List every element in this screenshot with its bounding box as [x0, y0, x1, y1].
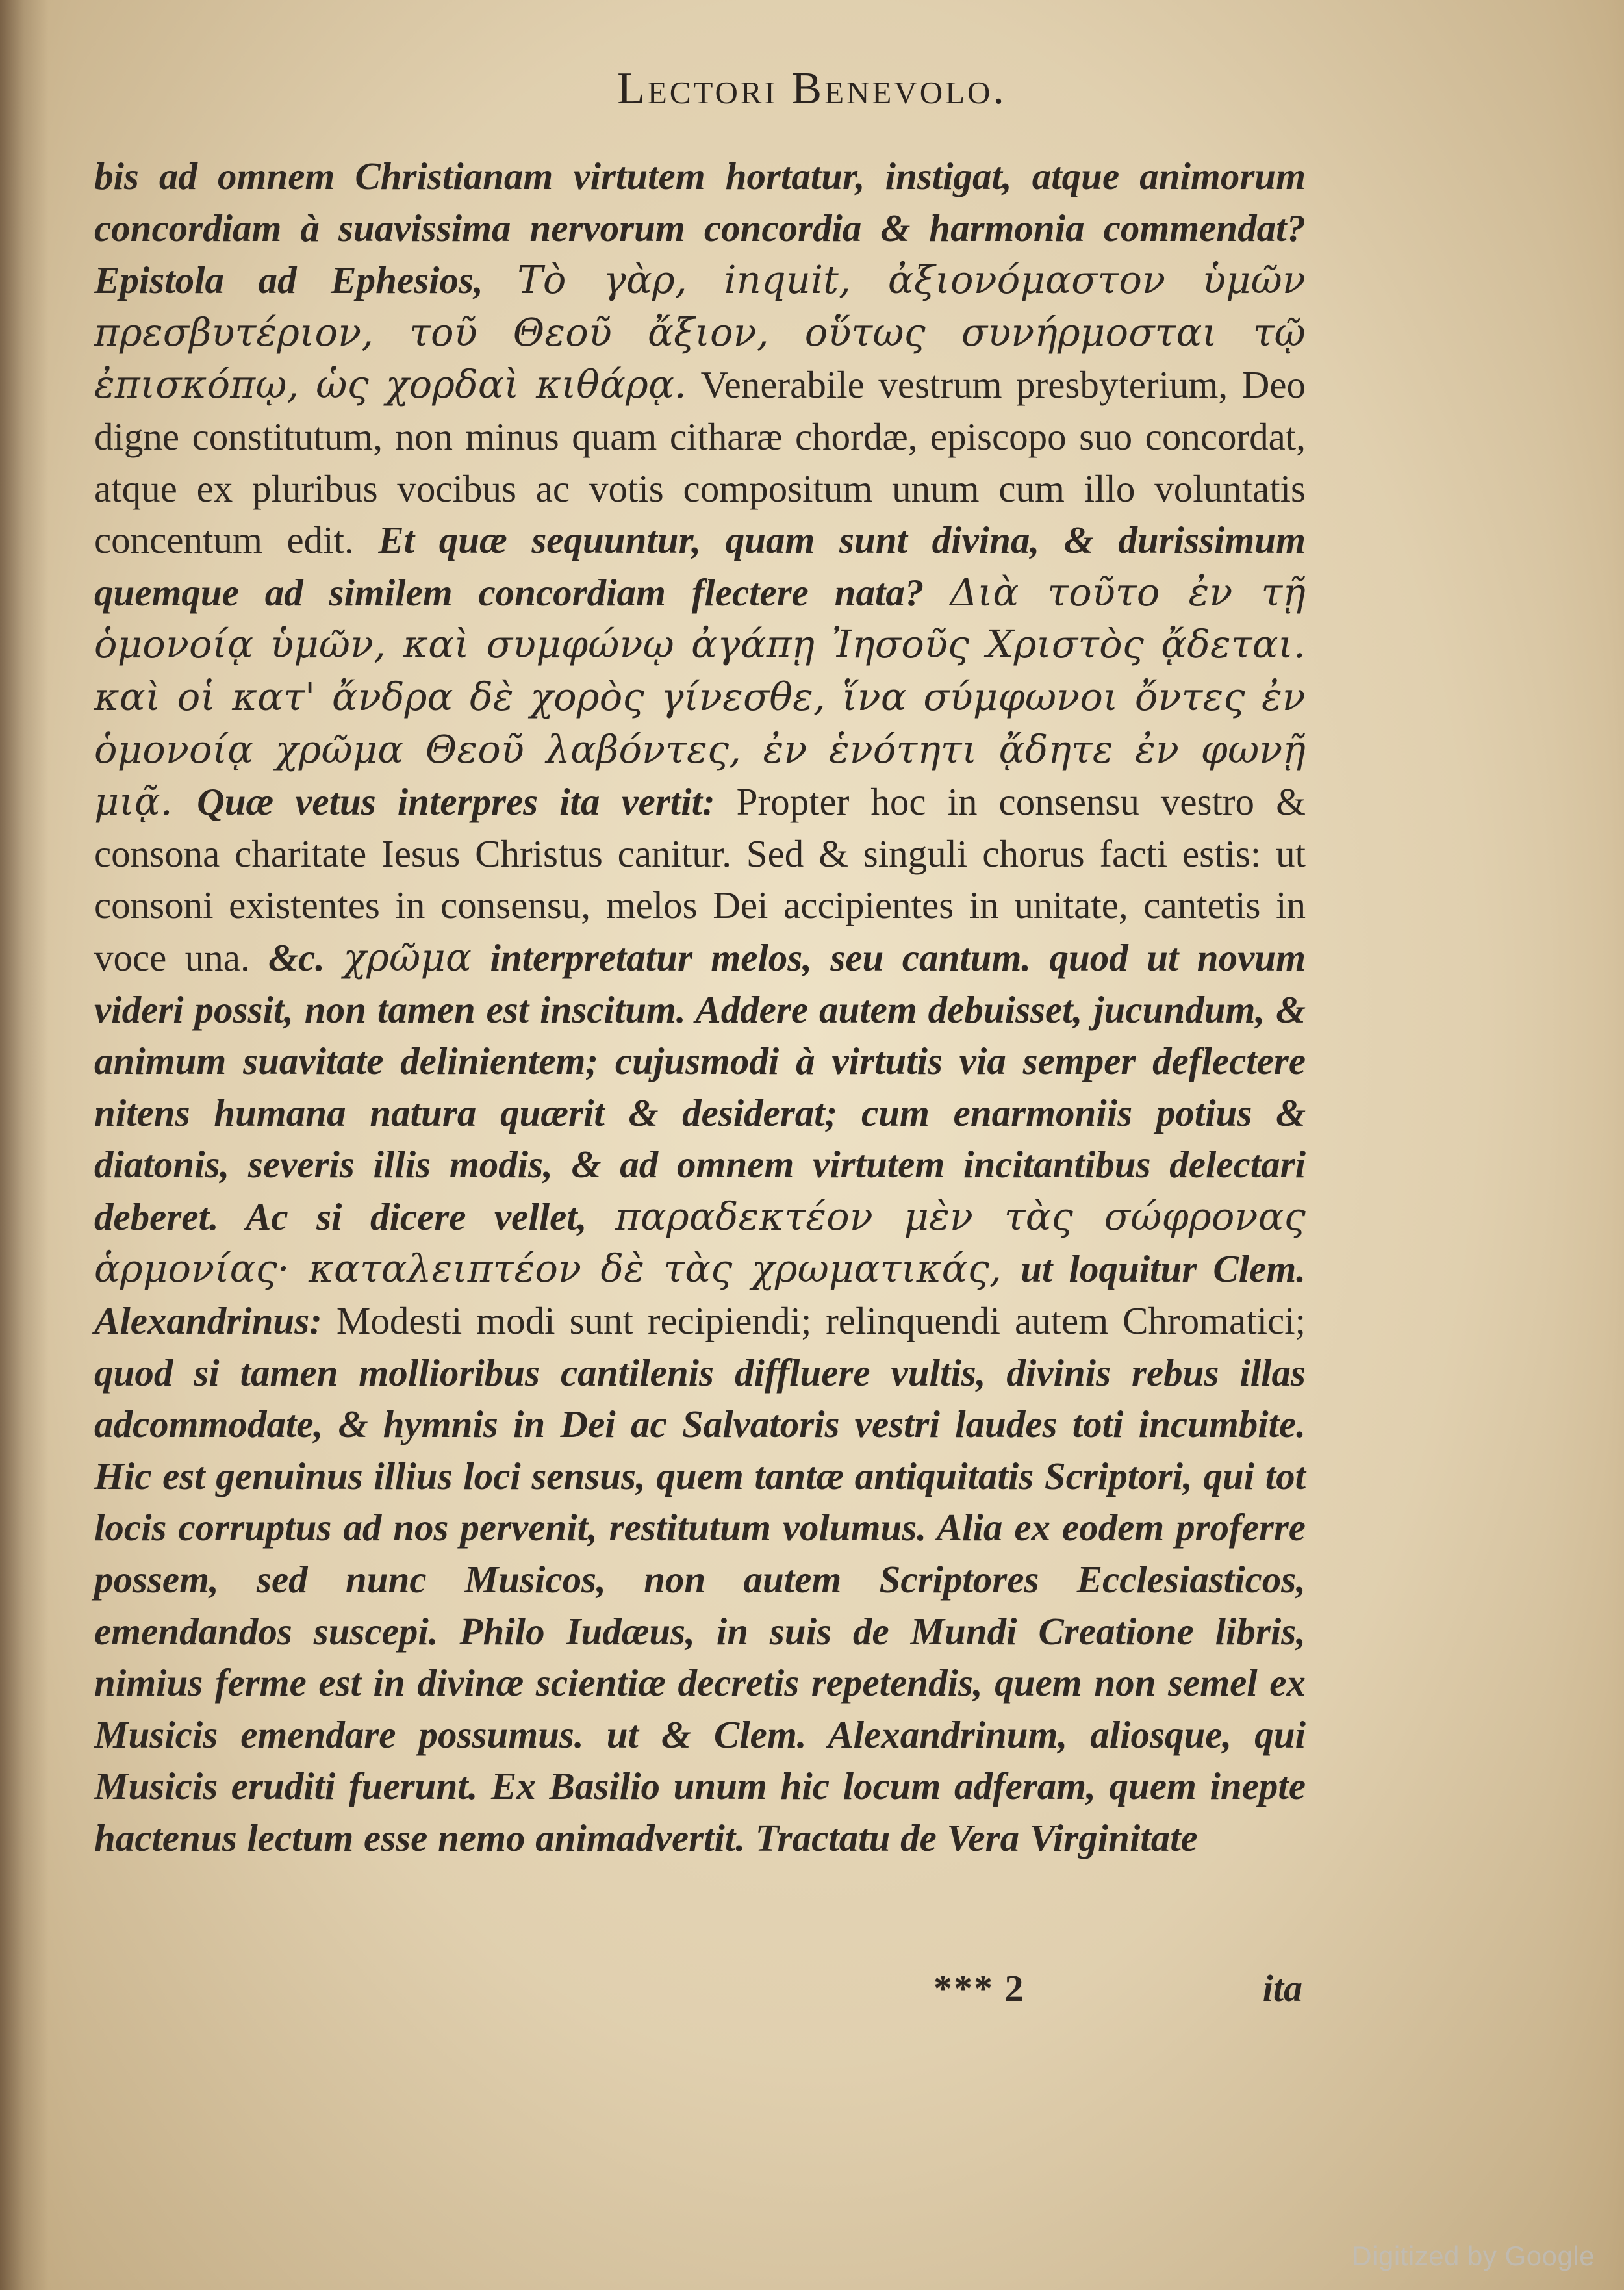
text-run-roman: Propter hoc in consensu vestro & consona charitate Iesus Christus canitur. Sed & singuli chorus facti estis: ut consoni existentes in consensu, melos Dei accipientes in unitate, cantetis in voce una. [94, 780, 1306, 979]
text-run-roman: Modesti modi sunt recipiendi; relinquendi autem Chromatici; [336, 1299, 1306, 1343]
text-run-italic: &c. [268, 935, 344, 979]
running-head: Lectori Benevolo. [617, 64, 1007, 114]
text-run-italic: bis ad omnem Christianam virtutem hortatur, instigat, atque animorum concordiam à suavissima nervorum concordia & harmonia commendat? Epistola ad Ephesios, [94, 155, 1306, 302]
text-run-italic: Quæ vetus interpres ita vertit: [197, 780, 737, 824]
signature-mark: *** 2 [933, 1967, 1025, 2009]
text-run-italic: quod si tamen mollioribus cantilenis diffluere vultis, divinis rebus illas adcommodate, & hymnis in Dei ac Salvatoris vestri laudes toti incumbite. Hic est genuinus illius loci sensus, quem tantæ antiquitatis Scriptori, qui tot locis corruptus ad nos pervenit, restitutum volumus. Alia ex eodem proferre possem, sed nunc Musicos, non autem Scriptores Ecclesiasticos, emendandos suscepi. Philo Iudæus, in suis de Mundi Creatione libris, nimius ferme est in divinæ scientiæ decretis repetendis, quem non semel ex Musicis emendare possumus. ut & Clem. Alexandrinum, aliosque, qui Musicis eruditi fuerunt. Ex Basilio unum hic locum adferam, quem inepte hactenus lectum esse nemo animadvertit. Tractatu de Vera Virginitate [94, 1351, 1306, 1859]
page-footer-line [94, 1961, 1302, 2016]
text-run-greek: παραδεκτέον μὲν τὰς σώφρονας ἁρμονίας· καταλειπτέον δὲ τὰς χρωματικάς, [94, 1193, 1306, 1291]
text-run-greek: χρῶμα [343, 934, 472, 980]
text-run-greek: Διὰ τοῦτο ἐν τῇ ὁμονοίᾳ ὑμῶν, καὶ συμφώνῳ ἀγάπῃ Ἰησοῦς Χριστὸς ᾄδεται. καὶ οἱ κατ' ἄνδρα δὲ χορὸς γίνεσθε, ἵνα σύμφωνοι ὄντες ἐν ὁμονοίᾳ χρῶμα Θεοῦ λαβόντες, ἐν ἑνότητι ᾄδητε ἐν φωνῇ μιᾷ. [94, 569, 1306, 824]
main-text-block [94, 151, 1306, 1864]
text-run-roman: Venerabile vestrum presbyterium, Deo digne constitutum, non minus quam citharæ chordæ, episcopo suo concordat, atque ex pluribus vocibus ac votis compositum unum cum illo voluntatis concentum edit. [94, 363, 1306, 562]
text-run-italic: interpretatur melos, seu cantum. quod ut novum videri possit, non tamen est inscitum. Addere autem debuisset, jucundum, & animum suavitate delinientem; cujusmodi à virtutis via semper deflectere nitens humana natura quærit & desiderat; cum enarmoniis potius & diatonis, severis illis modis, & ad omnem virtutem incitantibus delectari deberet. Ac si dicere vellet, [94, 935, 1306, 1238]
text-run-italic: Et quæ sequuntur, quam sunt divina, & durissimum quemque ad similem concordiam flectere nata? [94, 518, 1306, 614]
catchword: ita [1262, 1967, 1302, 2009]
text-run-italic: ut loquitur Clem. Alexandrinus: [94, 1247, 1306, 1343]
digitized-watermark: Digitized by Google [1352, 2241, 1595, 2271]
gutter-shadow [0, 0, 49, 2290]
text-run-greek: Τὸ γὰρ, inquit, ἀξιονόμαστον ὑμῶν πρεσβυτέριον, τοῦ Θεοῦ ἄξιον, οὕτως συνήρμοσται τῷ ἐπισκόπῳ, ὡς χορδαὶ κιθάρᾳ. [94, 257, 1306, 407]
